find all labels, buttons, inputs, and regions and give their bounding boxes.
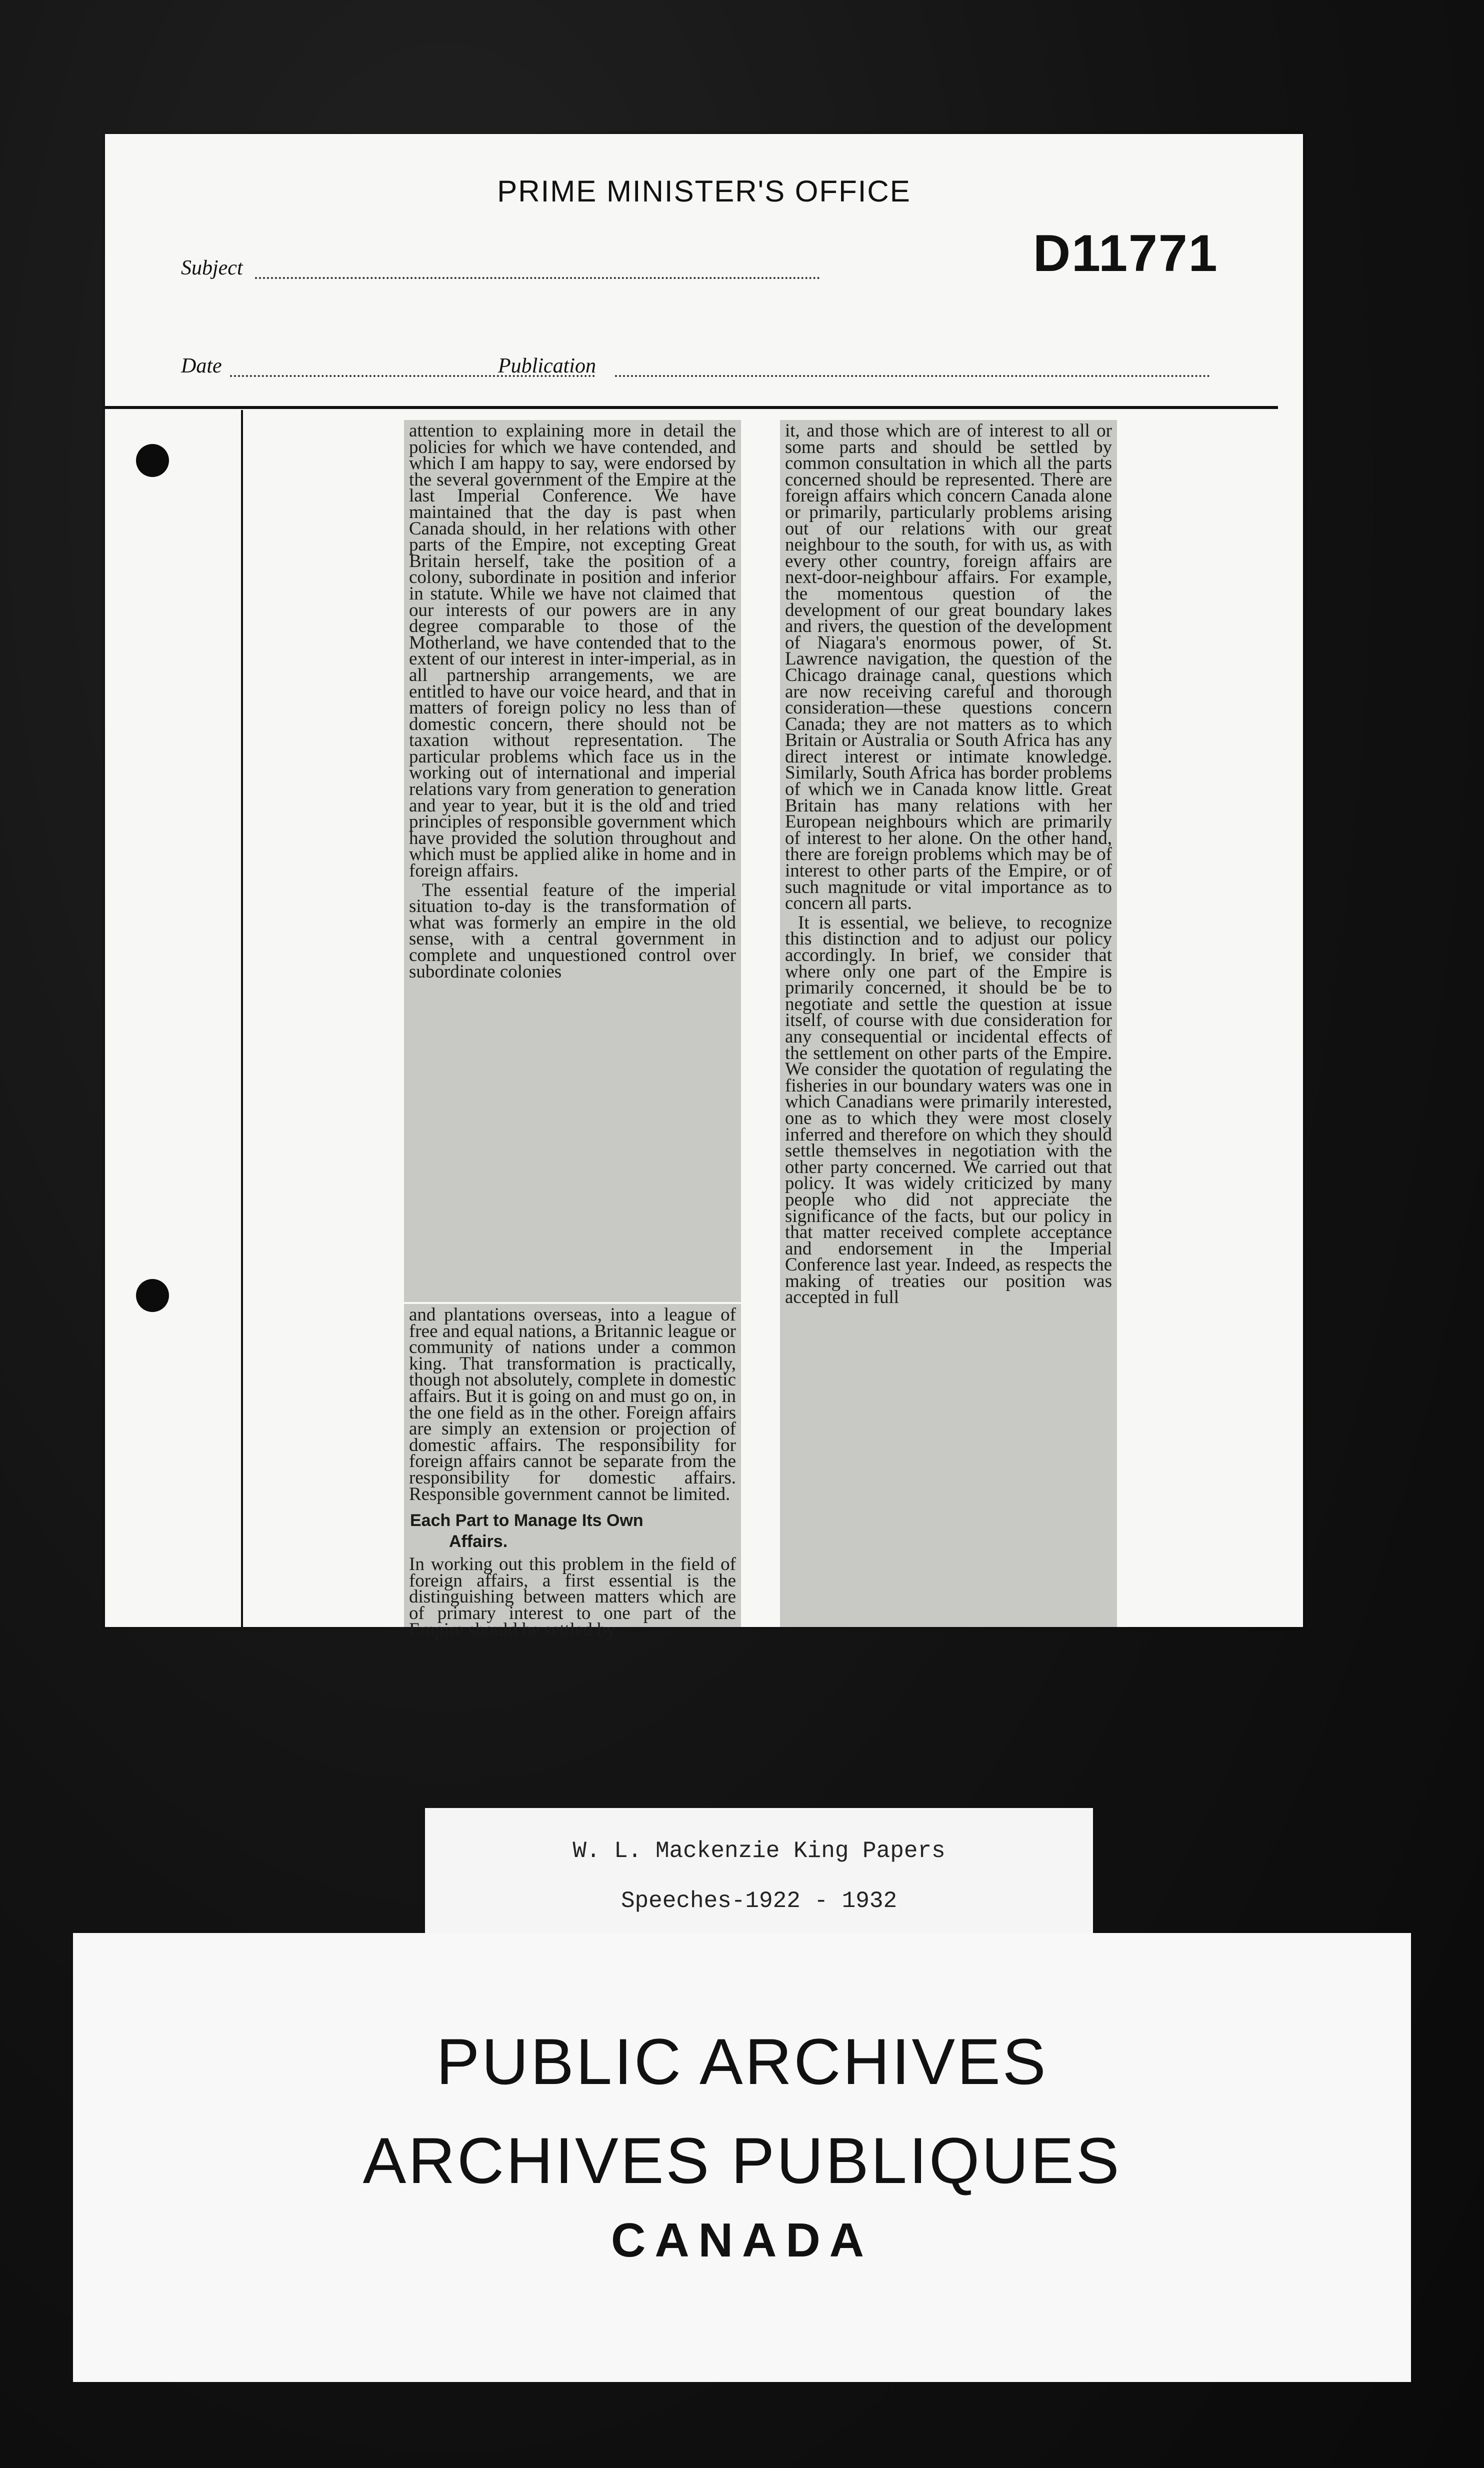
collection-name: W. L. Mackenzie King Papers xyxy=(572,1838,946,1864)
publication-line xyxy=(615,375,1210,377)
archives-english: PUBLIC ARCHIVES xyxy=(436,2025,1048,2098)
document-number: D11771 xyxy=(1033,224,1218,282)
archives-label xyxy=(73,1933,1411,2382)
office-title: PRIME MINISTER'S OFFICE xyxy=(497,174,911,208)
publication-label: Publication xyxy=(498,354,596,378)
article-column-left-bottom xyxy=(404,1304,741,1640)
article-subheading-cont: Affairs. xyxy=(449,1532,508,1552)
article-column-right xyxy=(780,420,1117,1627)
margin-rule xyxy=(241,410,243,1627)
collection-card xyxy=(425,1808,1093,1939)
subject-label: Subject xyxy=(181,256,243,280)
subject-line xyxy=(255,277,820,279)
header-rule xyxy=(105,406,1278,409)
archives-country: CANADA xyxy=(611,2214,873,2267)
clipping-sheet xyxy=(105,134,1303,1640)
punch-hole-bottom xyxy=(136,1279,169,1312)
article-column-left-top xyxy=(404,420,741,1302)
article-subheading: Each Part to Manage Its Own xyxy=(410,1511,644,1530)
article-paragraph: The essential feature of the imperial situation to-day is the transformation of what was formerly an empire in the old sense, with a central government in complete and unquestioned control over subordinate colonies xyxy=(409,880,736,982)
article-paragraph: attention to explaining more in detail the policies for which we have contended, and which I am happy to say, were endorsed by the several government of the Empire at the last Imperial Conference. We have maintained that the day is past when Canada should, in her relations with other parts of the Empire, not excepting Great Britain herself, take the position of a colony, subordinate in position and inferior in statute. While we have not claimed that our interests of our powers are in any degree comparable to those of the Motherland, we have contended that to the extent of our interest in inter-imperial, as in all partnership arrangements, we are entitled to have our voice heard, and that in matters of foreign policy no less than of domestic concern, there should not be taxation without representation. The particular problems which face us in the working out of international and imperial relations vary from generation to generation and year to year, but it is the old and tried principles of responsible government which have provided the solution throughout and which must be applied alike in home and in foreign affairs. xyxy=(409,420,736,882)
punch-hole-top xyxy=(136,444,169,477)
article-paragraph: it, and those which are of interest to all or some parts and should be settled by common consultation in which all the parts concerned should be represented. There are foreign affairs which concern Canada alone or primarily, particularly problems arising out of our relations with our great neighbour to the south, for with us, as with every other country, foreign affairs are next-door-neighbour affairs. For example, the momentous question of the development of our great boundary lakes and rivers, the question of the development of Niagara's enormous power, of St. Lawrence navigation, the question of the Chicago drainage canal, questions which are now receiving careful and thorough consideration—these questions concern Canada; they are not matters as to which Britain or Australia or South Africa has any direct interest or intimate knowledge. Similarly, South Africa has border problems of which we in Canada know little. Great Britain has many relations with her European neighbours which are primarily of interest to her alone. On the other hand, there are foreign problems which may be of interest to other parts of the Empire, or of such magnitude or vital importance as to concern all parts. xyxy=(785,420,1112,914)
article-paragraph: In working out this problem in the field of foreign affairs, a first essential is the distinguishing between matters which are of primary interest to one part of the Empire should be settled by xyxy=(409,1554,736,1640)
date-label: Date xyxy=(181,354,222,378)
collection-series: Speeches-1922 - 1932 xyxy=(620,1888,898,1914)
archives-french: ARCHIVES PUBLIQUES xyxy=(362,2124,1122,2197)
article-paragraph: It is essential, we believe, to recognize this distinction and to adjust our policy accordingly. In brief, we consider that where only one part of the Empire is primarily concerned, it should be be to negotiate and settle the question at issue itself, of course with due consideration for any consequential or incidental effects of the settlement on other parts of the Empire. We consider the quotation of regulating the fisheries in our boundary waters was one in which Canadians were primarily interested, one as to which they were most closely inferred and therefore on which they should settle themselves in negotiation with the other party concerned. We carried out that policy. It was widely criticized by many people who did not appreciate the significance of the facts, but our policy in that matter received complete acceptance and endorsement in the Imperial Conference last year. Indeed, as respects the making of treaties our position was accepted in full xyxy=(785,912,1112,1308)
article-paragraph: and plantations overseas, into a league of free and equal nations, a Britannic league or community of nations under a common king. That transformation is practically, though not absolutely, complete in domestic affairs. But it is going on and must go on, in the one field as in the other. Foreign affairs are simply an extension or projection of domestic affairs. The responsibility for foreign affairs cannot be separate from the responsibility for domestic affairs. Responsible government cannot be limited. xyxy=(409,1304,736,1504)
